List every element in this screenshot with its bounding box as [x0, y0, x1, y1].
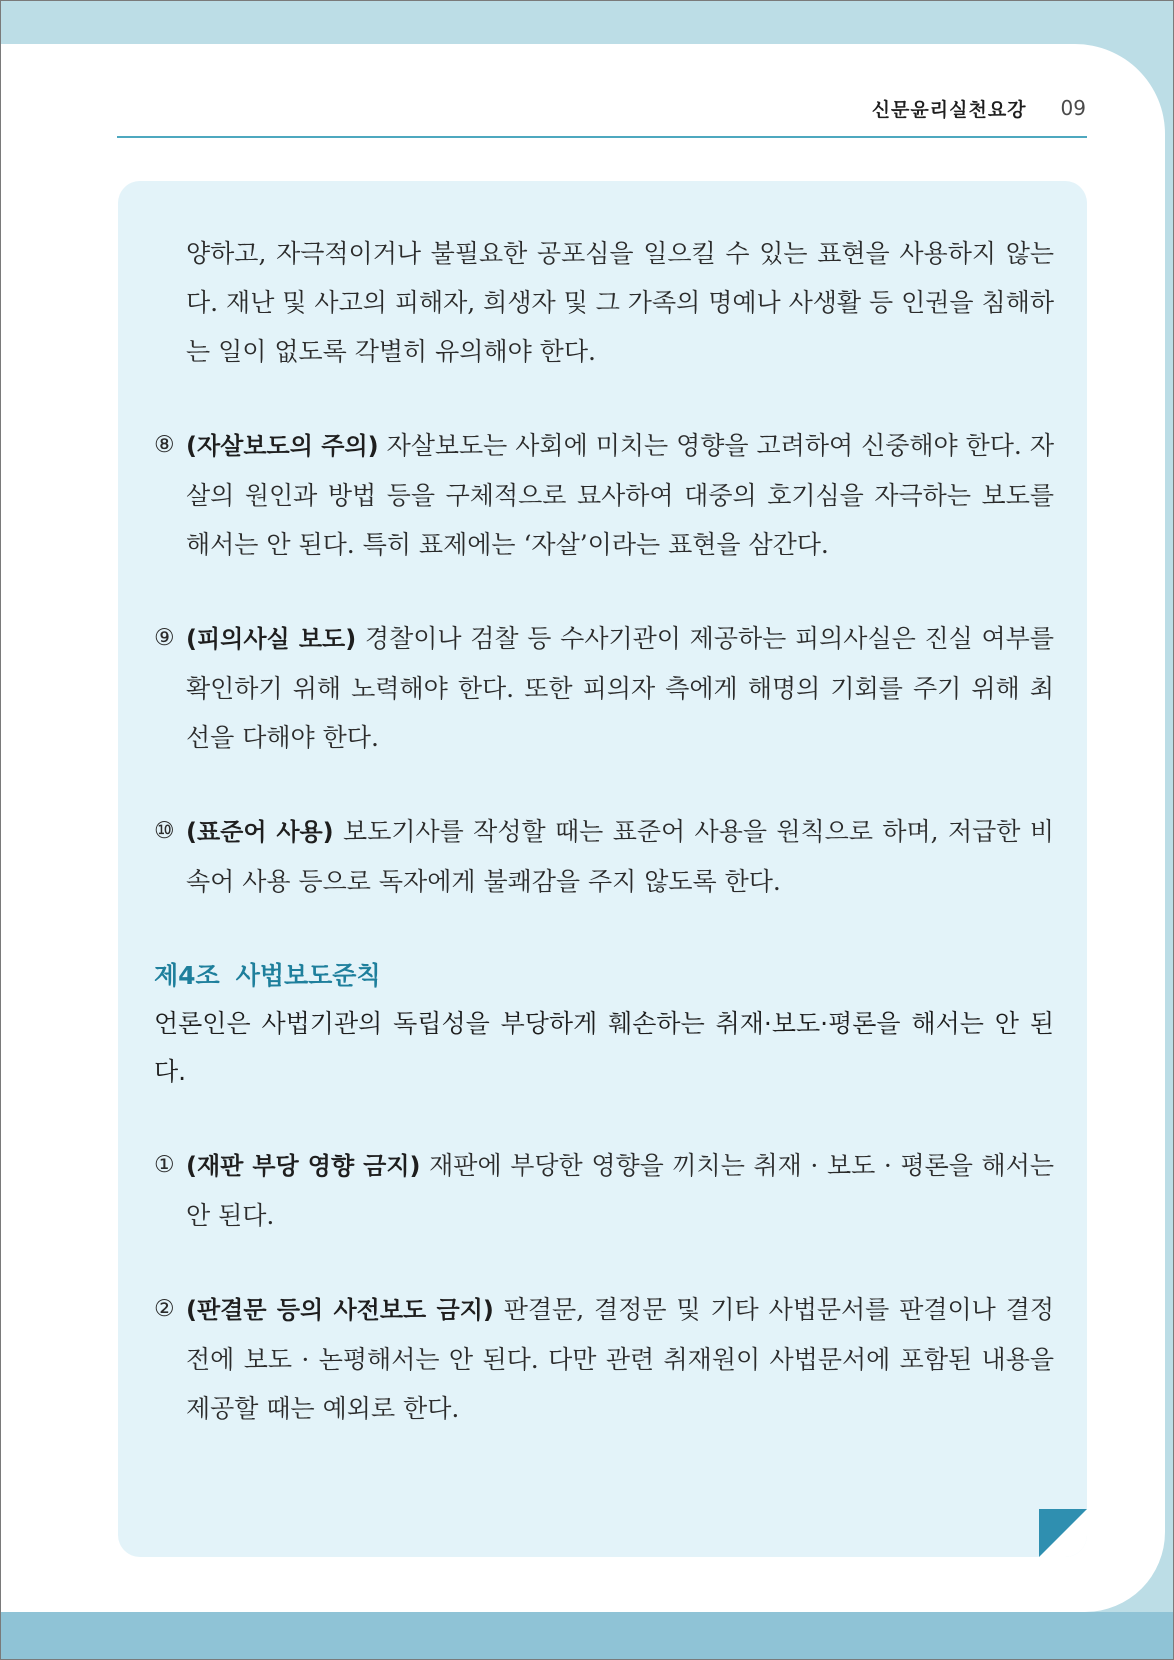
item-text: 보도기사를 작성할 때는 표준어 사용을 원칙으로 하며, 저급한 비속어 사용 등으로 독자에게 불쾌감을 주지 않도록 한다. [186, 817, 1054, 896]
item-text: 재판에 부당한 영향을 끼치는 취재 · 보도 · 평론을 해서는 안 된다. [186, 1151, 1054, 1230]
item-number: ⑩ [154, 818, 175, 844]
item-number: ⑧ [154, 432, 175, 458]
running-header [872, 92, 1086, 124]
article-number: 제4조 [154, 961, 220, 990]
clause-item-9 [154, 614, 1054, 762]
item-text: 경찰이나 검찰 등 수사기관이 제공하는 피의사실은 진실 여부를 확인하기 위해 노력해야 한다. 또한 피의자 측에게 해명의 기회를 주기 위해 최선을 다해야 한다. [186, 624, 1054, 752]
article-heading [154, 952, 1054, 1000]
item-text: 판결문, 결정문 및 기타 사법문서를 판결이나 결정 전에 보도 · 논평해서는 안 된다. 다만 관련 취재원이 사법문서에 포함된 내용을 제공할 때는 예외로 한다. [186, 1295, 1055, 1423]
page-number: 09 [1060, 96, 1086, 120]
content-body [154, 229, 1054, 1433]
intro-continuation: 양하고, 자극적이거나 불필요한 공포심을 일으킬 수 있는 표현을 사용하지 않는다. 재난 및 사고의 피해자, 희생자 및 그 가족의 명예나 사생활 등 인권을 침해하는 일이 없도록 각별히 유의해야 한다. [186, 239, 1054, 366]
item-title: (판결문 등의 사전보도 금지) [186, 1296, 494, 1324]
clause-item-1 [154, 1141, 1054, 1240]
clause-item-10 [154, 807, 1054, 906]
header-divider [117, 136, 1087, 138]
article-lead: 언론인은 사법기관의 독립성을 부당하게 훼손하는 취재·보도·평론을 해서는 안 된다. [154, 1009, 1054, 1086]
item-title: (피의사실 보도) [186, 625, 357, 653]
item-title: (표준어 사용) [186, 818, 334, 846]
item-number: ② [154, 1296, 175, 1322]
item-number: ⑨ [154, 625, 175, 651]
page-fold-corner-icon [1039, 1509, 1087, 1557]
clause-item-2 [154, 1285, 1054, 1433]
item-number: ① [154, 1152, 175, 1178]
top-color-band [0, 0, 1174, 44]
bottom-color-band [0, 1612, 1174, 1660]
article-title: 사법보도준칙 [235, 961, 381, 990]
item-text: 자살보도는 사회에 미치는 영향을 고려하여 신중해야 한다. 자살의 원인과 방법 등을 구체적으로 묘사하여 대중의 호기심을 자극하는 보도를 해서는 안 된다. 특히 표제에는 ‘자살’이라는 표현을 삼간다. [186, 431, 1054, 559]
header-title: 신문윤리실천요강 [871, 98, 1027, 121]
item-title: (자살보도의 주의) [186, 432, 379, 460]
clause-item-8 [154, 421, 1054, 569]
item-title: (재판 부당 영향 금지) [186, 1152, 421, 1180]
content-box [118, 181, 1087, 1557]
